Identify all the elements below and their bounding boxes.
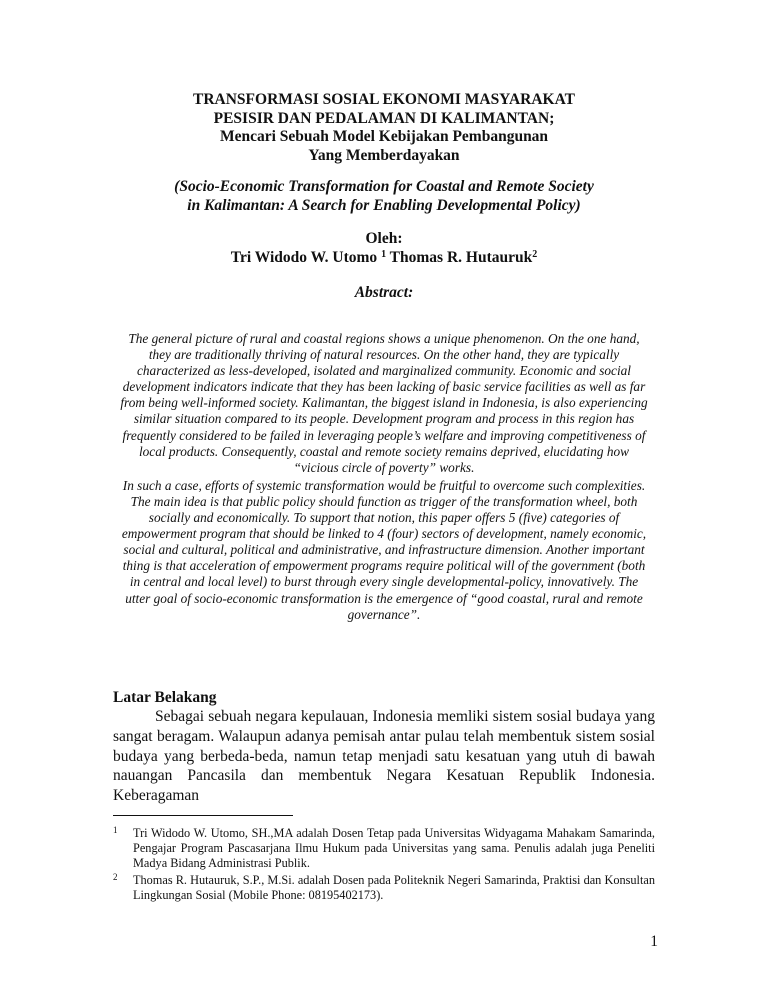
abstract-paragraph-2: In such a case, efforts of systemic transformation would be fruitful to overcome such complexities. The main idea is that public policy should function as trigger of the transformation wheel, both socially and economically. To support that notion, this paper offers 5 (five) categories of empowerment program that should be linked to 4 (four) sectors of development, namely economic, social and cultural, political and administrative, and infrastructure dimension. Another important thing is that acceleration of empowerment programs require political will of the government (both in central and local level) to burst through every single developmental-policy, innovatively. The utter goal of socio-economic transformation is the emergence of “good coastal, rural and remote governance”. — [121, 477, 647, 622]
english-title-line-1: (Socio-Economic Transformation for Coastal and Remote Society — [174, 178, 594, 195]
footnote — [113, 873, 655, 903]
title-line-2: PESISIR DAN PEDALAMAN DI KALIMANTAN; — [213, 109, 555, 127]
footnote-mark: 1 — [113, 825, 118, 835]
section-paragraph: Sebagai sebuah negara kepulauan, Indonesia memliki sistem sosial budaya yang sangat beragam. Walaupun adanya pemisah antar pulau telah membentuk sistem sosial budaya yang berbeda-beda, namun tetap menjadi satu kesatuan yang utuh di bawah nauangan Pancasila dan membentuk Negara Kesatuan Republik Indonesia. Keberagaman — [113, 708, 655, 805]
abstract-body — [120, 331, 648, 623]
paper-title — [110, 91, 658, 165]
page-number: 1 — [650, 933, 658, 950]
title-line-3: Mencari Sebuah Model Kebijakan Pembangunan — [219, 128, 549, 145]
author-1-footnote-mark: 1 — [381, 248, 387, 260]
footnote-divider — [113, 815, 293, 816]
title-line-4: Yang Memberdayakan — [308, 146, 460, 164]
byline-label: Oleh: — [365, 230, 403, 247]
abstract-heading: Abstract: — [354, 284, 414, 301]
title-line-1: TRANSFORMASI SOSIAL EKONOMI MASYARAKAT — [193, 91, 575, 108]
english-title — [110, 178, 658, 215]
footnote-text: Tri Widodo W. Utomo, SH.,MA adalah Dosen Tetap pada Universitas Widyagama Mahakam Samarinda, Pengajar Program Pascasarjana Ilmu Hukum pada Universitas yang sama. Penulis adalah juga Peneliti Madya Bidang Administrasi Publik. — [133, 826, 655, 870]
author-1-name: Tri Widodo W. Utomo — [230, 248, 378, 266]
abstract-paragraph-1: The general picture of rural and coastal regions shows a unique phenomenon. On the one hand, they are traditionally thriving of natural resources. On the other hand, they are typically characterized as less-developed, isolated and marginalized community. Economic and social development indicators indicate that they has been lacking of basic service facilities as well as far from being well-informed society. Kalimantan, the biggest island in Indonesia, is also experiencing similar situation compared to its people. Development program and process in this region has frequently considered to be failed in leveraging people’s welfare and improving competitiveness of local products. Consequently, coastal and remote society remains deprived, elucidating how “vicious circle of poverty” works. — [120, 331, 648, 475]
footnote-mark: 2 — [113, 871, 118, 882]
section-heading: Latar Belakang — [113, 689, 217, 706]
byline — [110, 230, 658, 267]
footnote — [113, 826, 655, 871]
footnote-text: Thomas R. Hutauruk, S.P., M.Si. adalah Dosen pada Politeknik Negeri Samarinda, Praktisi dan Konsultan Lingkungan Sosial (Mobile Phone: 08195402173). — [133, 872, 655, 902]
footnotes — [113, 826, 655, 903]
author-list — [110, 249, 658, 268]
author-2-footnote-mark: 2 — [532, 248, 538, 260]
author-2-name: Thomas R. Hutauruk — [389, 248, 533, 266]
english-title-line-2: in Kalimantan: A Search for Enabling Developmental Policy) — [187, 196, 581, 214]
